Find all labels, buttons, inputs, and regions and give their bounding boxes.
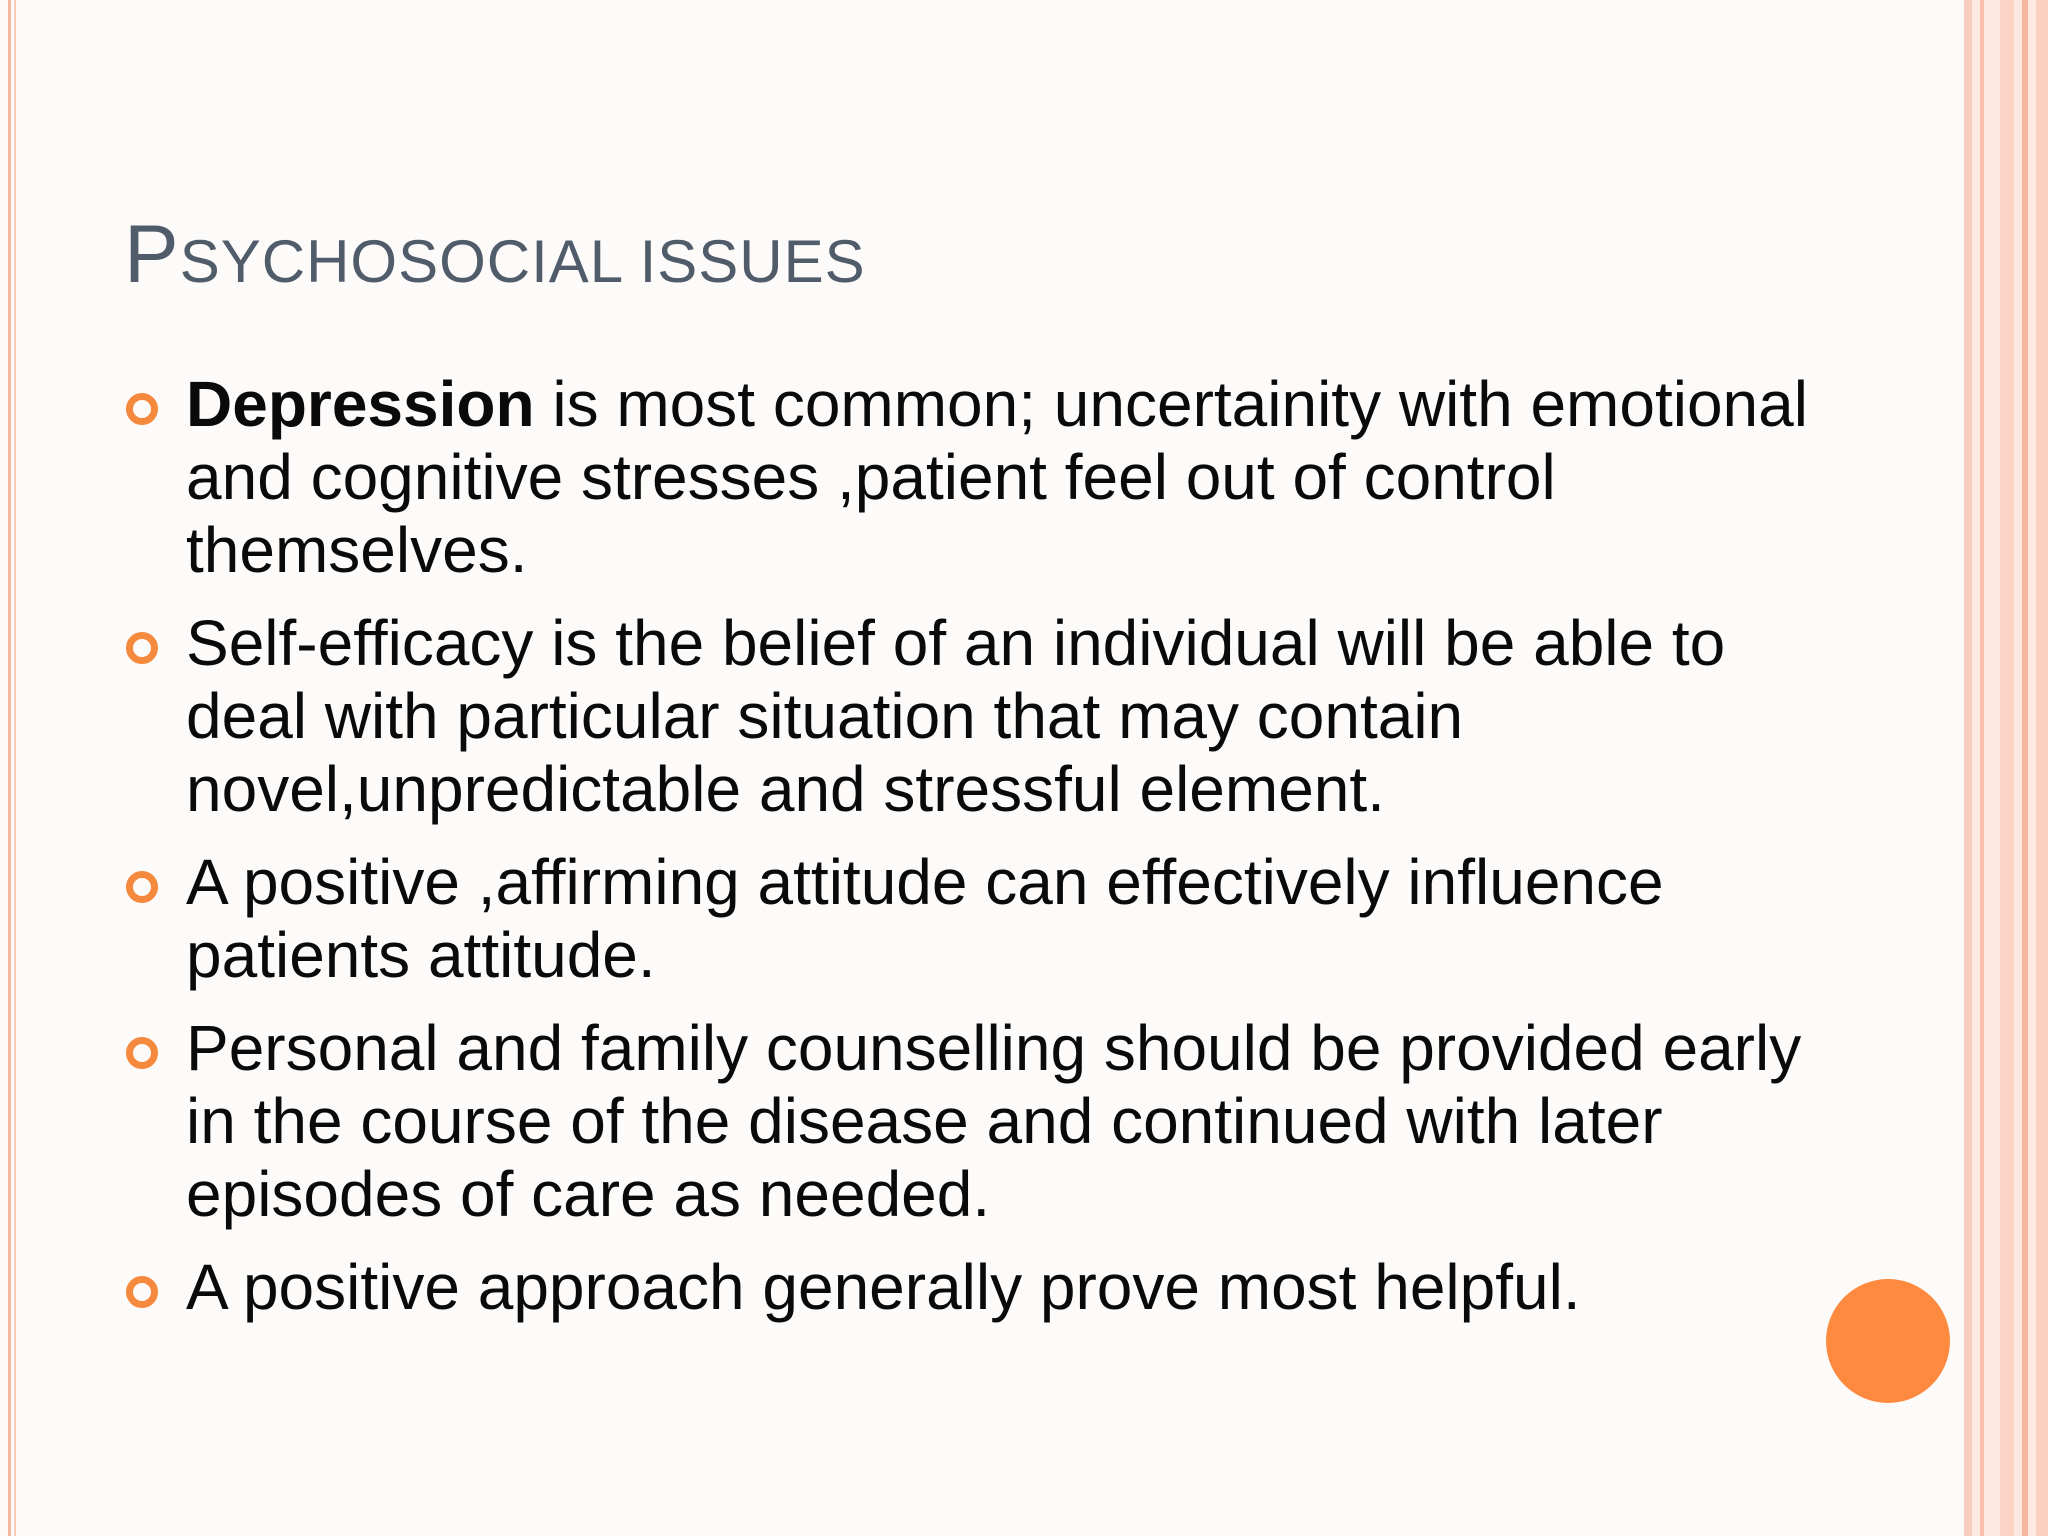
- right-border-line: [1980, 0, 1984, 1536]
- list-item: [126, 1251, 1846, 1324]
- list-item: [126, 1012, 1846, 1231]
- list-item: [126, 846, 1846, 992]
- list-item: [126, 368, 1846, 587]
- bullet-text: A positive approach generally prove most helpful.: [186, 1251, 1581, 1323]
- bullet-icon: [126, 632, 158, 664]
- bullet-icon: [126, 393, 158, 425]
- bullet-list: [126, 368, 1846, 1344]
- right-border-line: [2036, 0, 2048, 1536]
- bullet-icon: [126, 1037, 158, 1069]
- title-initial: P: [124, 209, 180, 300]
- right-border-line: [2000, 0, 2014, 1536]
- orange-circle-decoration: [1826, 1279, 1950, 1403]
- left-border-line: [14, 0, 16, 1536]
- right-border-line: [2022, 0, 2028, 1536]
- bullet-bold-text: Depression: [186, 368, 535, 440]
- bullet-text: Personal and family counselling should be provided early in the course of the disease and continued with later episodes of care as needed.: [186, 1012, 1802, 1230]
- list-item: [126, 607, 1846, 826]
- bullet-icon: [126, 871, 158, 903]
- slide-title: [124, 209, 866, 300]
- title-rest: SYCHOSOCIAL ISSUES: [179, 228, 866, 295]
- bullet-text: Self-efficacy is the belief of an individual will be able to deal with particular situation that may contain novel,unpredictable and stressful element.: [186, 607, 1726, 825]
- right-border-line: [1964, 0, 1972, 1536]
- bullet-text: is most common; uncertainity with emotional and cognitive stresses ,patient feel out of control themselves.: [186, 368, 1808, 586]
- left-border-line: [8, 0, 11, 1536]
- bullet-text: A positive ,affirming attitude can effectively influence patients attitude.: [186, 846, 1664, 991]
- bullet-icon: [126, 1276, 158, 1308]
